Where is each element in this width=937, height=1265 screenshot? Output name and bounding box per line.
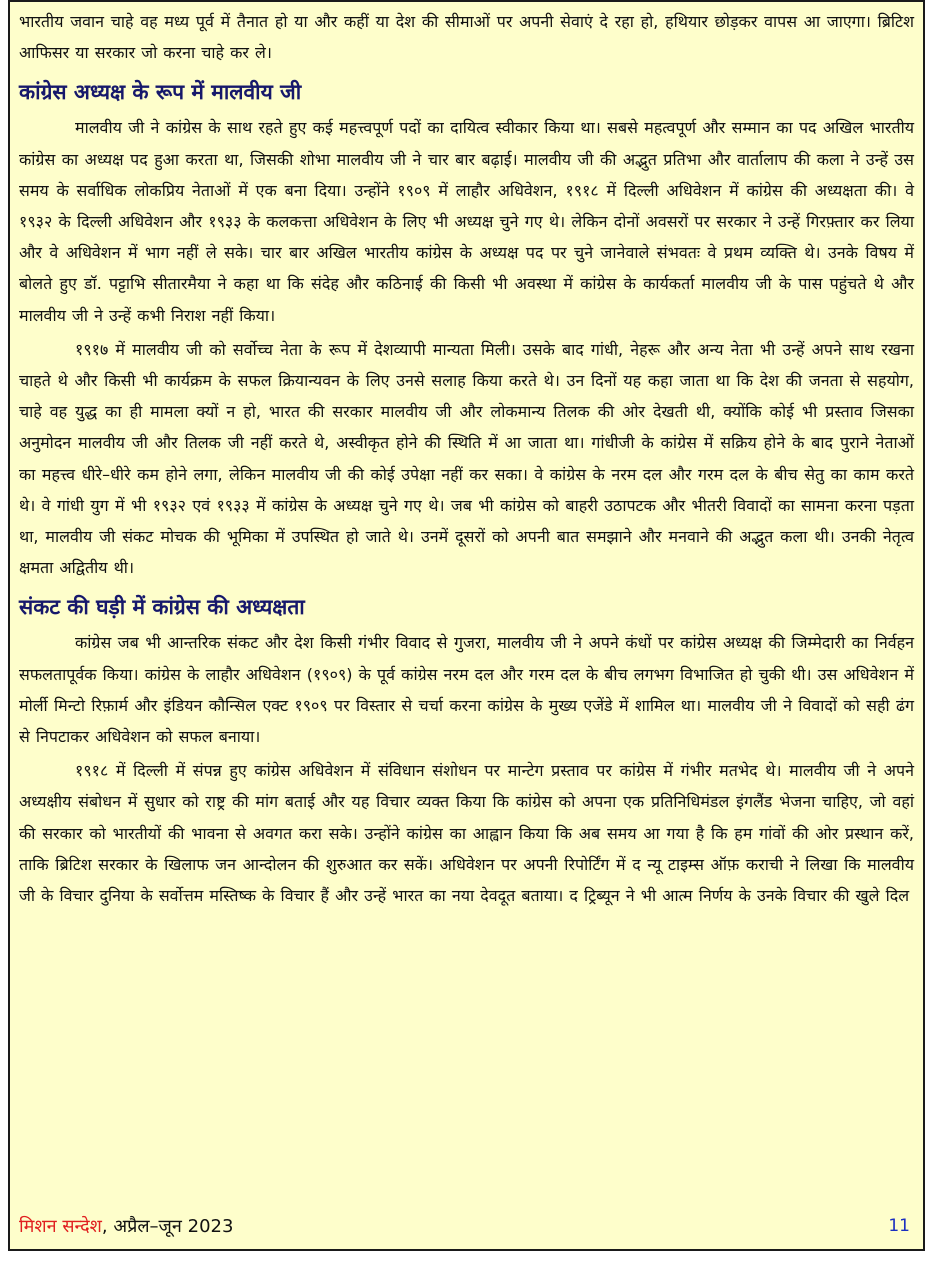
page-footer bbox=[19, 1209, 914, 1243]
body-paragraph: १९१७ में मालवीय जी को सर्वोच्च नेता के रूप में देशव्यापी मान्यता मिली। उसके बाद गांधी, नेहरू और अन्य नेता भी उन्हें अपने साथ रखना चाहते थे और किसी भी कार्यक्रम के सफल क्रियान्यवन के लिए उनसे सलाह किया करते थे। उन दिनों यह कहा जाता था कि देश की जनता से सहयोग, चाहे वह युद्ध का ही मामला क्यों न हो, भारत की सरकार मालवीय जी और लोकमान्य तिलक की ओर देखती थी, क्योंकि कोई भी प्रस्ताव जिसका अनुमोदन मालवीय जी और तिलक जी नहीं करते थे, अस्वीकृत होने की स्थिति में आ जाता था। गांधीजी के कांग्रेस में सक्रिय होने के बाद पुराने नेताओं का महत्त्व धीरे–धीरे कम होने लगा, लेकिन मालवीय जी की कोई उपेक्षा नहीं कर सका। वे कांग्रेस के नरम दल और गरम दल के बीच सेतु का काम करते थे। वे गांधी युग में भी १९३२ एवं १९३३ में कांग्रेस के अध्यक्ष चुने गए थे। जब भी कांग्रेस को बाहरी उठापटक और भीतरी विवादों का सामना करना पड़ता था, मालवीय जी संकट मोचक की भूमिका में उपस्थित हो जाते थे। उनमें दूसरों को अपनी बात समझाने और मनवाने की अद्भुत कला थी। उनकी नेतृत्व क्षमता अद्वितीय थी। bbox=[19, 339, 914, 578]
page-number: 11 bbox=[888, 1216, 910, 1236]
magazine-name: मिशन सन्देश bbox=[19, 1216, 102, 1237]
body-paragraph: १९१८ में दिल्ली में संपन्न हुए कांग्रेस अधिवेशन में संविधान संशोधन पर मान्टेग प्रस्ताव पर कांग्रेस में गंभीर मतभेद थे। मालवीय जी ने अपने अध्यक्षीय संबोधन में सुधार को राष्ट्र की मांग बताई और यह विचार व्यक्त किया कि कांग्रेस को अपना एक प्रतिनिधिमंडल इंगलैंड भेजना चाहिए, जो वहां की सरकार को भारतीयों की भावना से अवगत करा सके। उन्होंने कांग्रेस का आह्वान किया कि अब समय आ गया है कि हम गांवों की ओर प्रस्थान करें, ताकि ब्रिटिश सरकार के खिलाफ जन आन्दोलन की शुरुआत कर सकें। अधिवेशन पर अपनी रिपोर्टिंग में द न्यू टाइम्स ऑफ़ कराची ने लिखा कि मालवीय जी के विचार दुनिया के सर्वोत्तम मस्तिष्क के विचार हैं और उन्हें भारत का नया देवदूत बताया। द ट्रिब्यून ने भी आत्म निर्णय के उनके विचार की खुले दिल bbox=[19, 761, 914, 906]
section-heading-crisis-presidency: संकट की घड़ी में कांग्रेस की अध्यक्षता bbox=[19, 595, 305, 620]
intro-paragraph: भारतीय जवान चाहे वह मध्य पूर्व में तैनात हो या और कहीं या देश की सीमाओं पर अपनी सेवाएं दे रहा हो, हथियार छोड़कर वापस आ जाएगा। ब्रिटिश आफिसर या सरकार जो करना चाहे कर ले। bbox=[19, 12, 914, 63]
section-heading-congress-president: कांग्रेस अध्यक्ष के रूप में मालवीय जी bbox=[19, 80, 302, 105]
page-frame bbox=[8, 0, 925, 1251]
issue-date: , अप्रैल–जून 2023 bbox=[101, 1216, 234, 1237]
body-paragraph: मालवीय जी ने कांग्रेस के साथ रहते हुए कई महत्त्वपूर्ण पदों का दायित्व स्वीकार किया था। सबसे महत्वपूर्ण और सम्मान का पद अखिल भारतीय कांग्रेस का अध्यक्ष पद हुआ करता था, जिसकी शोभा मालवीय जी ने चार बार बढ़ाई। मालवीय जी की अद्भुत प्रतिभा और वार्तालाप की कला ने उन्हें उस समय के सर्वाधिक लोकप्रिय नेताओं में एक बना दिया। उन्होंने १९०९ में लाहौर अधिवेशन, १९१८ में दिल्ली अधिवेशन में कांग्रेस की अध्यक्षता की। वे १९३२ के दिल्ली अधिवेशन और १९३३ के कलकत्ता अधिवेशन के लिए भी अध्यक्ष चुने गए थे। लेकिन दोनों अवसरों पर सरकार ने उन्हें गिरफ़्तार कर लिया और वे अधिवेशन में भाग नहीं ले सके। चार बार अखिल भारतीय कांग्रेस के अध्यक्ष पद पर चुने जानेवाले संभवतः वे प्रथम व्यक्ति थे। उनके विषय में बोलते हुए डॉ. पट्टाभि सीतारमैया ने कहा था कि संदेह और कठिनाई की किसी भी अवस्था में कांग्रेस के कार्यकर्ता मालवीय जी के पास पहुंचते थे और मालवीय जी ने उन्हें कभी निराश नहीं किया। bbox=[19, 118, 914, 325]
body-paragraph: कांग्रेस जब भी आन्तरिक संकट और देश किसी गंभीर विवाद से गुजरा, मालवीय जी ने अपने कंधों पर कांग्रेस अध्यक्ष की जिम्मेदारी का निर्वहन सफलतापूर्वक किया। कांग्रेस के लाहौर अधिवेशन (१९०९) के पूर्व कांग्रेस नरम दल और गरम दल के बीच लगभग विभाजित हो चुकी थी। उस अधिवेशन में मोर्ली मिन्टो रिफ़ार्म और इंडियन कौन्सिल एक्ट १९०९ पर विस्तार से चर्चा करना कांग्रेस के मुख्य एजेंडे में शामिल था। मालवीय जी ने विवादों को सही ढंग से निपटाकर अधिवेशन को सफल बनाया। bbox=[19, 633, 914, 747]
footer-publication bbox=[19, 1214, 233, 1238]
